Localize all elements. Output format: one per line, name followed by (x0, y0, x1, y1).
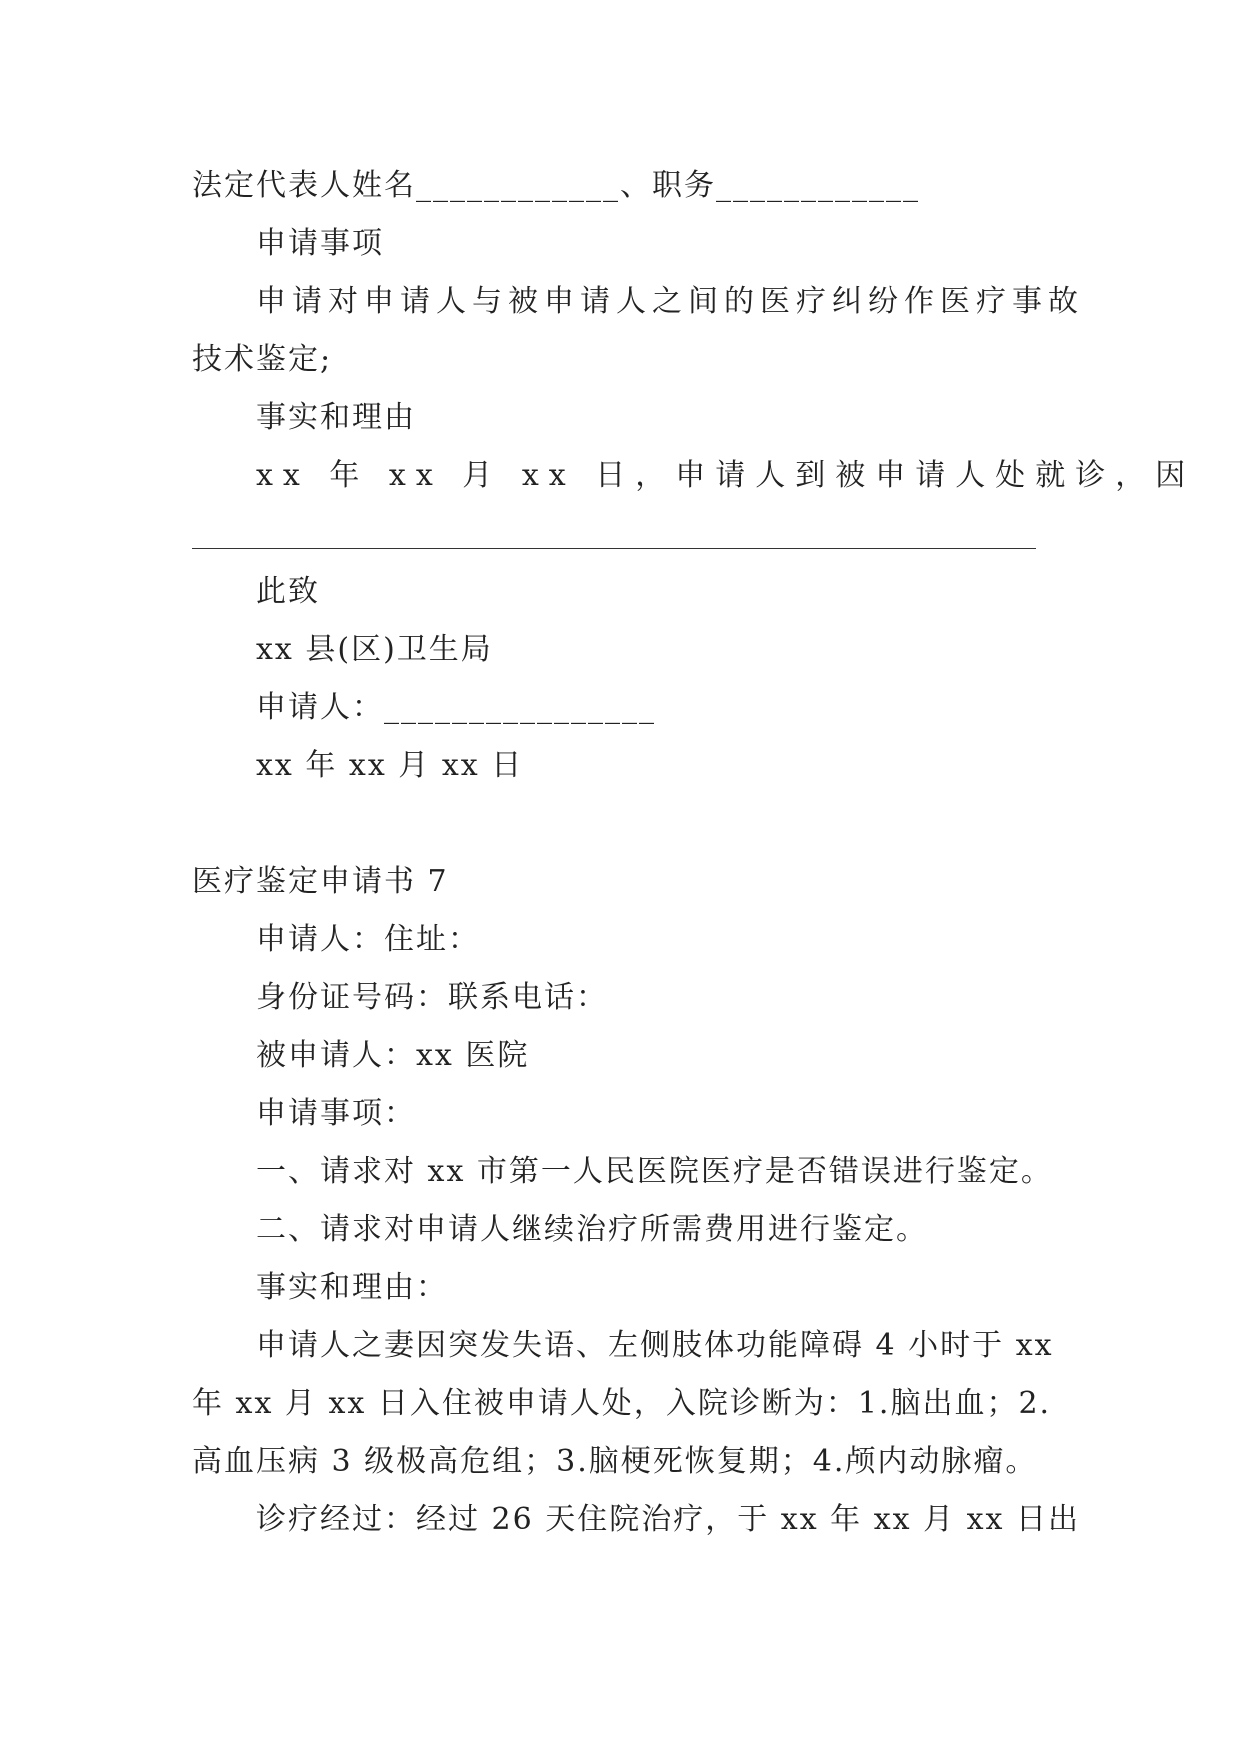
facts-heading: 事实和理由 (256, 400, 416, 435)
respondent-line: 被申请人：xx 医院 (256, 1038, 530, 1073)
facts-heading-2: 事实和理由： (256, 1270, 448, 1305)
blank-fill-line (192, 548, 1036, 549)
facts-text: xx 年 xx 月 xx 日，申请人到被申请人处就诊，因 (256, 458, 1196, 493)
section-title: 医疗鉴定申请书 7 (192, 864, 449, 899)
closing-salutation: 此致 (256, 574, 320, 609)
date-line: xx 年 xx 月 xx 日 (256, 748, 524, 783)
applicant-address-line: 申请人：住址： (256, 922, 480, 957)
applicant-signature-line: 申请人：________________ (256, 690, 656, 725)
request-item-2: 二、请求对申请人继续治疗所需费用进行鉴定。 (256, 1212, 928, 1247)
request-items-text: 申请对申请人与被申请人之间的医疗纠纷作医疗事故 (256, 284, 1084, 319)
id-phone-line: 身份证号码：联系电话： (256, 980, 608, 1015)
facts-paragraph-line-3: 高血压病 3 级极高危组；3.脑梗死恢复期；4.颅内动脉瘤。 (192, 1444, 1038, 1479)
facts-paragraph-line-2: 年 xx 月 xx 日入住被申请人处，入院诊断为：1.脑出血；2. (192, 1386, 1052, 1421)
request-item-1: 一、请求对 xx 市第一人民医院医疗是否错误进行鉴定。 (256, 1154, 1053, 1189)
request-items-heading: 申请事项 (256, 226, 384, 261)
legal-rep-line: 法定代表人姓名____________、职务____________ (192, 168, 920, 203)
treatment-line: 诊疗经过：经过 26 天住院治疗，于 xx 年 xx 月 xx 日出 (256, 1502, 1080, 1537)
facts-paragraph-line-1: 申请人之妻因突发失语、左侧肢体功能障碍 4 小时于 xx (256, 1328, 1054, 1363)
request-items-text-cont: 技术鉴定; (192, 342, 333, 377)
request-items-heading-2: 申请事项： (256, 1096, 416, 1131)
recipient-line: xx 县(区)卫生局 (256, 632, 493, 667)
